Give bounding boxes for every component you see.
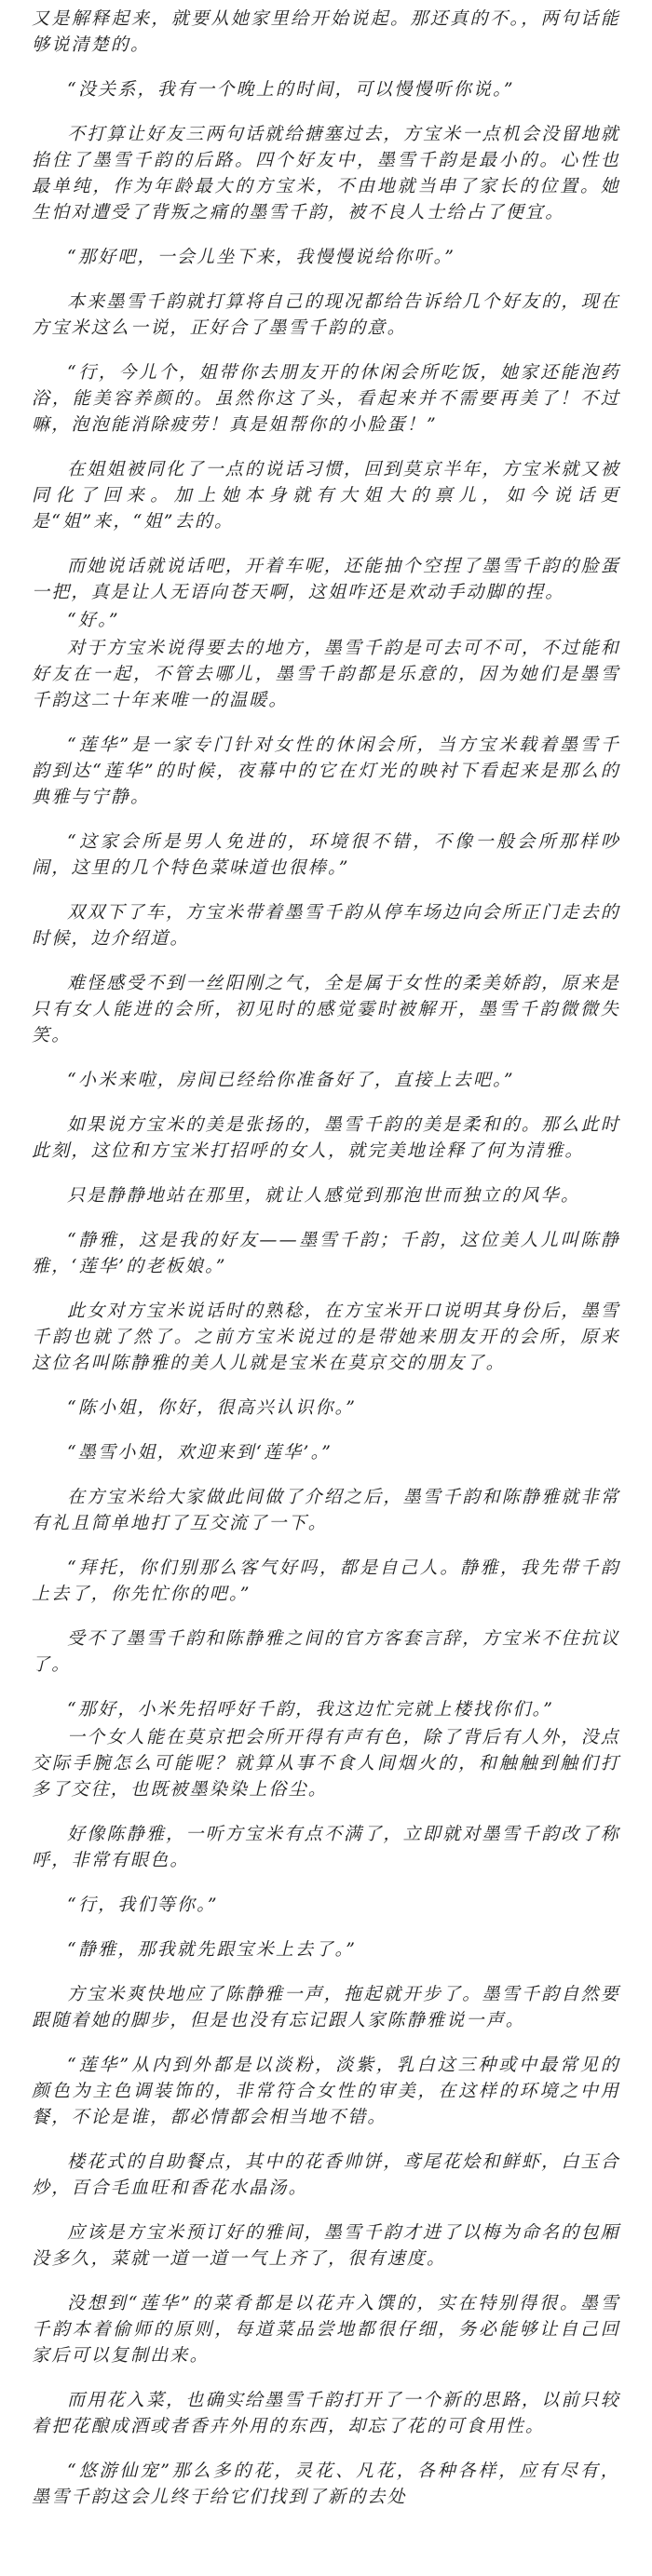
- paragraph: 此女对方宝米说话时的熟稔，在方宝米开口说明其身份后，墨雪千韵也就了然了。之前方宝米说过的是带她来朋友开的会所，原来这位名叫陈静雅的美人儿就是宝米在莫京交的朋友了。: [32, 1301, 620, 1373]
- paragraph: 没想到“莲华”的菜肴都是以花卉入馔的，实在特别得很。墨雪千韵本着偷师的原则，每道菜品尝地都很仔细，务必能够让自己回家后可以复制出来。: [32, 2293, 620, 2366]
- paragraph: 本来墨雪千韵就打算将自己的现况都给告诉给几个好友的，现在方宝米这么一说，正好合了墨雪千韵的意。: [32, 291, 620, 338]
- paragraph: 不打算让好友三两句话就给搪塞过去，方宝米一点机会没留地就掐住了墨雪千韵的后路。四个好友中，墨雪千韵是最小的。心性也最单纯，作为年龄最大的方宝米，不由地就当串了家长的位置。她生怕对遭受了背叛之痛的墨雪千韵，被不良人士给占了便宜。: [32, 124, 620, 223]
- paragraph: 而她说话就说话吧，开着车呢，还能抽个空捏了墨雪千韵的脸蛋一把，真是让人无语向苍天啊，这姐咋还是欢动手动脚的捏。: [32, 556, 620, 602]
- paragraph: 楼花式的自助餐点，其中的花香帅饼，鸢尾花烩和鲜虾，白玉合炒，百合毛血旺和香花水晶汤。: [32, 2151, 620, 2198]
- paragraph: “好。”: [67, 610, 120, 630]
- paragraph: 难怪感受不到一丝阳刚之气，全是属于女性的柔美娇韵，原来是只有女人能进的会所，初见时的感觉霎时被解开，墨雪千韵微微失笑。: [32, 973, 620, 1045]
- paragraph: “行，我们等你。”: [67, 1895, 219, 1915]
- paragraph: 应该是方宝米预订好的雅间，墨雪千韵才进了以梅为命名的包厢没多久，菜就一道一道一气上齐了，很有速度。: [32, 2222, 620, 2269]
- paragraph: 受不了墨雪千韵和陈静雅之间的官方客套言辞，方宝米不住抗议了。: [32, 1628, 620, 1675]
- paragraph: 只是静静地站在那里，就让人感觉到那泡世而独立的风华。: [67, 1185, 581, 1206]
- paragraph: 而用花入菜，也确实给墨雪千韵打开了一个新的思路，以前只较着把花酿成酒或者香卉外用的东西，却忘了花的可食用性。: [32, 2390, 620, 2436]
- paragraph: 又是解释起来，就要从她家里给开始说起。那还真的不。，两句话能够说清楚的。: [32, 8, 620, 55]
- paragraph: “静雅，这是我的好友——墨雪千韵；千韵，这位美人儿叫陈静雅，‘莲华’的老板娘。”: [32, 1230, 620, 1276]
- paragraph: “小米来啦，房间已经给你准备好了，直接上去吧。”: [67, 1070, 515, 1090]
- paragraph: 一个女人能在莫京把会所开得有声有色，除了背后有人外，没点交际手腕怎么可能呢？就算从事不食人间烟火的，和触触到触们打多了交往，也既被墨染染上俗尘。: [32, 1727, 620, 1800]
- paragraph: 如果说方宝米的美是张扬的，墨雪千韵的美是柔和的。那么此时此刻，这位和方宝米打招呼的女人，就完美地诠释了何为清雅。: [32, 1114, 620, 1161]
- paragraph: “墨雪小姐，欢迎来到‘莲华’。”: [67, 1442, 333, 1463]
- paragraph: “没关系，我有一个晚上的时间，可以慢慢听你说。”: [67, 79, 515, 100]
- paragraph: “那好吧，一会儿坐下来，我慢慢说给你听。”: [67, 247, 456, 267]
- paragraph: “拜托，你们别那么客气好吗，都是自己人。静雅，我先带千韵上去了，你先忙你的吧。”: [32, 1558, 620, 1604]
- paragraph: 方宝米爽快地应了陈静雅一声，拖起就开步了。墨雪千韵自然要跟随着她的脚步，但是也没有忘记跟人家陈静雅说一声。: [32, 1984, 620, 2030]
- paragraph: “莲华”从内到外都是以淡粉，淡紫，乳白这三种或中最常见的颜色为主色调装饰的，非常符合女性的审美，在这样的环境之中用餐，不论是谁，都必情都会相当地不错。: [32, 2055, 620, 2127]
- paragraph: 好像陈静雅，一听方宝米有点不满了，立即就对墨雪千韵改了称呼，非常有眼色。: [32, 1824, 620, 1870]
- paragraph: “陈小姐，你好，很高兴认识你。”: [67, 1397, 358, 1418]
- paragraph: “静雅，那我就先跟宝米上去了。”: [67, 1939, 358, 1960]
- paragraph: 在方宝米给大家做此间做了介绍之后，墨雪千韵和陈静雅就非常有礼且简单地打了互交流了一下。: [32, 1487, 620, 1533]
- paragraph: “这家会所是男人免进的，环境很不错，不像一般会所那样吵闹，这里的几个特色菜味道也很棒。”: [32, 831, 620, 878]
- paragraph: 对于方宝米说得要去的地方，墨雪千韵是可去可不可，不过能和好友在一起，不管去哪儿，墨雪千韵都是乐意的，因为她们是墨雪千韵这二十年来唯一的温暖。: [32, 638, 620, 710]
- paragraph: 双双下了车，方宝米带着墨雪千韵从停车场边向会所正门走去的时候，边介绍道。: [32, 902, 620, 949]
- paragraph: 在姐姐被同化了一点的说话习惯，回到莫京半年，方宝米就又被同化了回来。加上她本身就有大姐大的禀儿，如今说话更是“姐”来，“姐”去的。: [32, 459, 620, 532]
- paragraph: “那好，小米先招呼好千韵，我这边忙完就上楼找你们。”: [67, 1699, 555, 1720]
- paragraph: “莲华”是一家专门针对女性的休闲会所，当方宝米载着墨雪千韵到达“莲华”的时候，夜幕中的它在灯光的映衬下看起来是那么的典雅与宁静。: [32, 735, 620, 807]
- paragraph: “悠游仙宠”那么多的花，灵花、凡花，各种各样，应有尽有，墨雪千韵这会儿终于给它们找到了新的去处: [32, 2461, 620, 2507]
- paragraph: “行，今儿个，姐带你去朋友开的休闲会所吃饭，她家还能泡药浴，能美容养颜的。虽然你这了头，看起来并不需要再美了！不过嘛，泡泡能消除疲劳！真是姐帮你的小脸蛋！”: [32, 362, 620, 435]
